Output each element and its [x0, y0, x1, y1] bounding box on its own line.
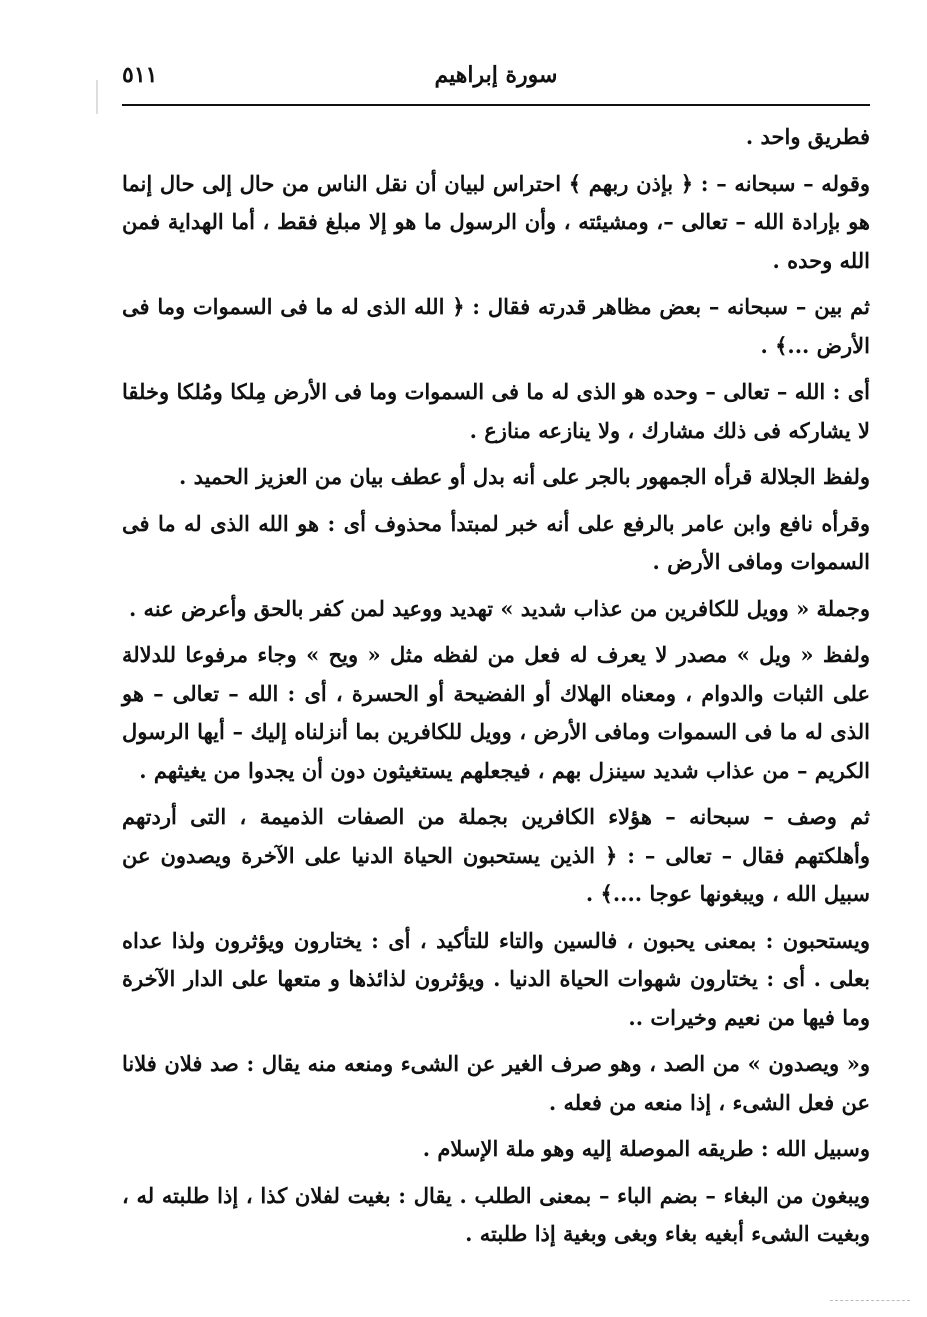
running-title: سورة إبراهيم	[434, 62, 558, 88]
page-header	[122, 60, 870, 100]
header-rule	[122, 104, 870, 106]
scan-bottom-dash	[830, 1300, 910, 1301]
paragraph-3: ثم بين – سبحانه – بعض مظاهر قدرته فقال : ﴿ الله الذى له ما فى السموات وما فى الأرض ...﴾ .	[122, 294, 870, 358]
paragraph-1: فطريق واحد .	[745, 124, 870, 149]
scan-edge-mark	[96, 80, 98, 114]
paragraph-11: و« ويصدون » من الصد ، وهو صرف الغير عن الشىء ومنعه منه يقال : صد فلان فلانا عن فعل الشىء ، إذا منعه من فعله .	[122, 1051, 870, 1115]
paragraph-9: ثم وصف – سبحانه – هؤلاء الكافرين بجملة من الصفات الذميمة ، التى أردتهم وأهلكتهم فقال – تعالى – : ﴿ الذين يستحبون الحياة الدنيا على الآخرة ويصدون عن سبيل الله ، ويبغونها عوجا ....﴾ .	[122, 804, 870, 906]
paragraph-12: وسبيل الله : طريقه الموصلة إليه وهو ملة الإسلام .	[422, 1136, 870, 1161]
paragraph-10: ويستحبون : بمعنى يحبون ، فالسين والتاء للتأكيد ، أى : يختارون ويؤثرون ولذا عداه بعلى . أى : يختارون شهوات الحياة الدنيا . ويؤثرون لذائذها و متعها على الدار الآخرة وما فيها من نعيم وخيرات ..	[122, 927, 870, 1030]
paragraph-5: ولفظ الجلالة قرأه الجمهور بالجر على أنه بدل أو عطف بيان من العزيز الحميد .	[178, 464, 870, 489]
page-body	[122, 118, 870, 1262]
paragraph-13: ويبغون من البغاء – بضم الباء – بمعنى الطلب . يقال : بغيت لفلان كذا ، إذا طلبته له ، وبغيت الشىء أبغيه بغاء وبغى وبغية إذا طلبته .	[122, 1182, 870, 1246]
paragraph-7: وجملة « وويل للكافرين من عذاب شديد » تهديد ووعيد لمن كفر بالحق وأعرض عنه .	[128, 595, 870, 621]
paragraph-6: وقرأه نافع وابن عامر بالرفع على أنه خبر لمبتدأ محذوف أى : هو الله الذى له ما فى السموات ومافى الأرض .	[122, 510, 870, 574]
paragraph-4: أى : الله – تعالى – وحده هو الذى له ما فى السموات وما فى الأرض مِلكا ومُلكا وخلقا لا يشاركه فى ذلك مشارك ، ولا ينازعه منازع .	[122, 379, 871, 443]
paragraph-2: وقوله – سبحانه – : ﴿ بإذن ربهم ﴾ احتراس لبيان أن نقل الناس من حال إلى حال إنما هو بإرادة الله – تعالى –، ومشيئته ، وأن الرسول ما هو إلا مبلغ فقط ، أما الهداية فمن الله وحده .	[122, 170, 870, 273]
paragraph-8: ولفظ « ويل » مصدر لا يعرف له فعل من لفظه مثل « ويح » وجاء مرفوعا للدلالة على الثبات والدوام ، ومعناه الهلاك أو الفضيحة أو الحسرة ، أى : الله – تعالى – هو الذى له ما فى السموات ومافى الأرض ، وويل للكافرين بما أنزلناه إليك – أيها الرسول الكريم – من عذاب شديد سينزل بهم ، فيجعلهم يستغيثون دون أن يجدوا من يغيثهم .	[122, 642, 870, 783]
page-number: ٥١١	[122, 62, 158, 88]
